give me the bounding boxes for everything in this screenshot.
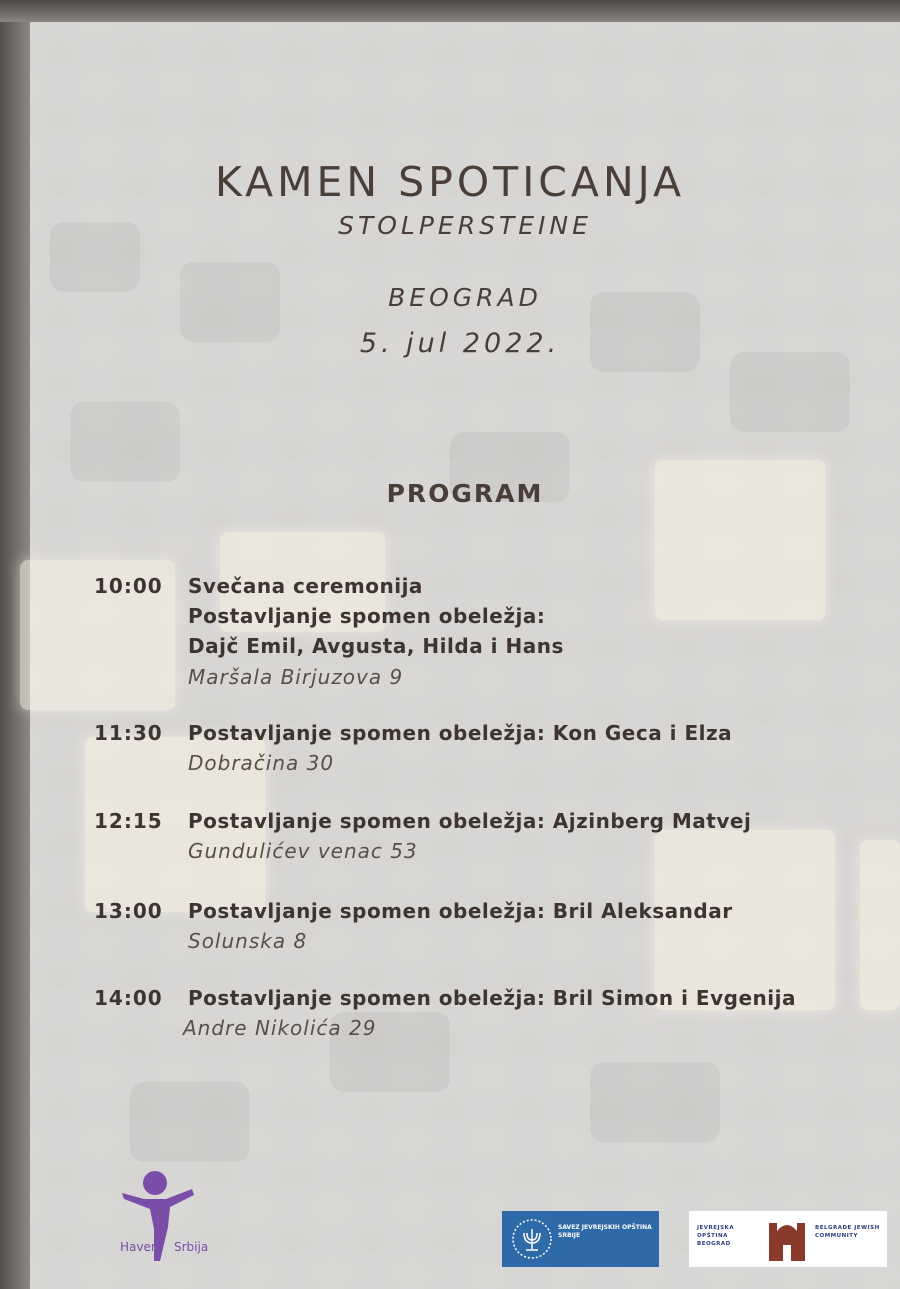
event-time: 10:00	[94, 574, 163, 598]
cobble-shape	[70, 402, 180, 482]
jevrejska-opstina-logo	[689, 1211, 887, 1267]
page-subtitle: STOLPERSTEINE	[338, 211, 592, 240]
savez-logo-text: SAVEZ JEVREJSKIH OPŠTINA SRBIJE	[558, 1224, 652, 1239]
event-time: 12:15	[94, 809, 163, 833]
event-time: 13:00	[94, 899, 163, 923]
event-location: Gundulićev venac 53	[188, 839, 418, 863]
event-line: Postavljanje spomen obeležja: Kon Geca i Elza	[188, 721, 733, 745]
jevrejska-logo-left-text: JEVREJSKA OPŠTINA BEOGRAD	[697, 1225, 735, 1247]
event-location: Maršala Birjuzova 9	[188, 665, 404, 689]
memorial-stone	[860, 840, 900, 1010]
savez-logo	[502, 1211, 659, 1267]
jevrejska-logo-right-text: BELGRADE JEWISH COMMUNITY	[815, 1225, 880, 1239]
event-location: Andre Nikolića 29	[183, 1016, 377, 1040]
haver-logo-left-text: Haver	[120, 1240, 156, 1254]
city-label: BEOGRAD	[388, 283, 542, 312]
event-line: Postavljanje spomen obeležja: Ajzinberg Matvej	[188, 809, 752, 833]
event-date: 5. jul 2022.	[359, 328, 561, 359]
program-heading: PROGRAM	[386, 479, 544, 508]
event-line: Postavljanje spomen obeležja: Bril Simon i Evgenija	[188, 986, 796, 1010]
event-time: 11:30	[94, 721, 163, 745]
menorah-icon	[510, 1217, 554, 1261]
photo-edge-top	[0, 0, 900, 22]
event-line: Dajč Emil, Avgusta, Hilda i Hans	[188, 634, 564, 658]
event-line: Svečana ceremonija	[188, 574, 423, 598]
cobble-shape	[730, 352, 850, 432]
event-location: Solunska 8	[188, 929, 308, 953]
cobble-shape	[130, 1082, 250, 1162]
cobble-shape	[590, 1062, 720, 1142]
haver-logo-right-text: Srbija	[174, 1240, 209, 1254]
page-title: KAMEN SPOTICANJA	[214, 158, 686, 206]
event-time: 14:00	[94, 986, 163, 1010]
synagogue-icon	[767, 1217, 807, 1263]
event-line: Postavljanje spomen obeležja: Bril Aleksandar	[188, 899, 733, 923]
event-location: Dobračina 30	[188, 751, 335, 775]
event-line: Postavljanje spomen obeležja:	[188, 604, 546, 628]
